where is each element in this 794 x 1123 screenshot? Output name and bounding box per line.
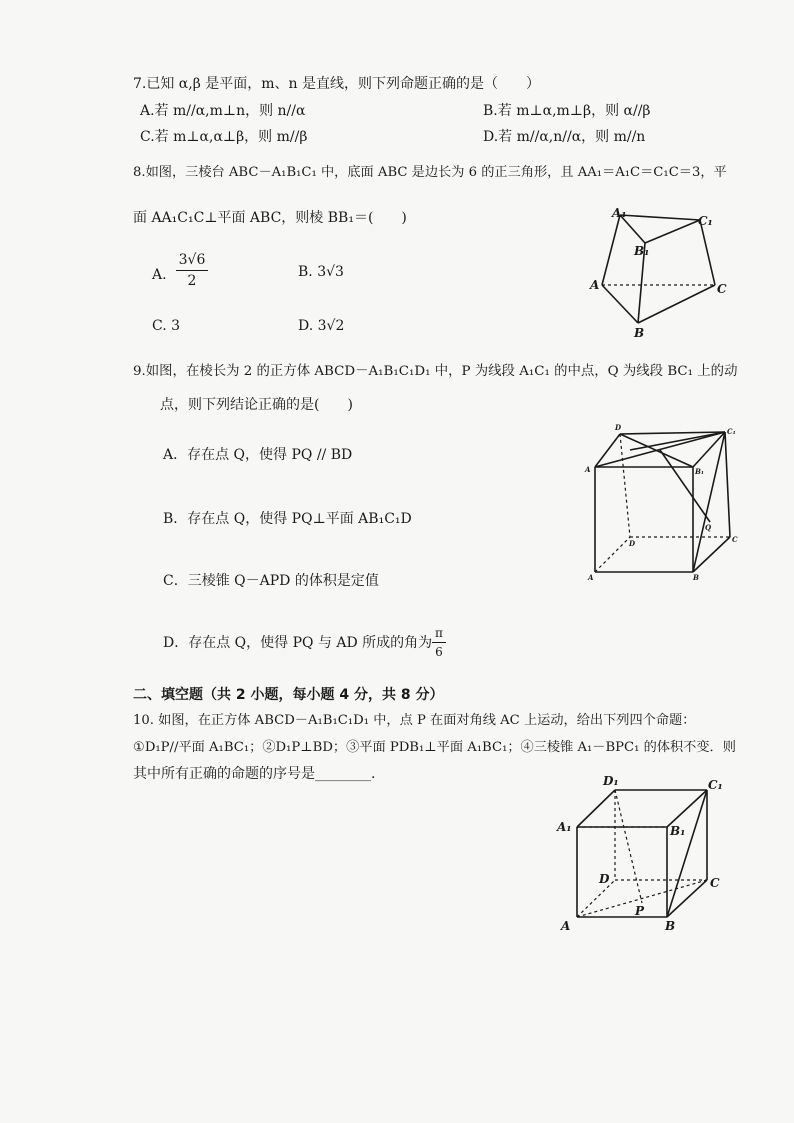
q9-label-b1: B₁	[695, 467, 704, 476]
q8-option-b[interactable]: B. 3√3	[298, 264, 344, 280]
q9-label-c: C	[732, 535, 738, 544]
q8-stem-line1: 8.如图，三棱台 ABC－A₁B₁C₁ 中，底面 ABC 是边长为 6 的正三角形，且 AA₁＝A₁C＝C₁C＝3，平	[133, 165, 727, 180]
q9-option-a[interactable]: A．存在点 Q，使得 PQ // BD	[163, 447, 353, 463]
q9-option-d-fraction	[432, 627, 446, 658]
q10-label-d: D	[599, 872, 610, 886]
q7-option-d[interactable]: D.若 m//α,n//α，则 m//n	[483, 129, 646, 145]
q8-label-a: A	[590, 278, 600, 292]
q7-option-b[interactable]: B.若 m⊥α,m⊥β，则 α//β	[483, 103, 651, 119]
q9-label-b: B	[693, 573, 699, 582]
q8-frustum-figure	[590, 205, 730, 340]
q10-stem-line1: 10. 如图，在正方体 ABCD－A₁B₁C₁D₁ 中，点 P 在面对角线 AC 上运动，给出下列四个命题：	[133, 713, 696, 728]
q8-stem-line2: 面 AA₁C₁C⊥平面 ABC，则棱 BB₁＝( )	[133, 210, 407, 226]
q9-stem-line2: 点，则下列结论正确的是( )	[160, 397, 353, 413]
q8-option-a-label[interactable]: A.	[152, 267, 167, 283]
q9-option-b[interactable]: B．存在点 Q，使得 PQ⊥平面 AB₁C₁D	[163, 511, 412, 527]
q9-option-d[interactable]: D．存在点 Q，使得 PQ 与 AD 所成的角为	[163, 635, 433, 651]
q10-label-a1: A₁	[557, 820, 572, 834]
q8-label-a1: A₁	[612, 206, 627, 220]
q8-option-d[interactable]: D. 3√2	[298, 318, 345, 334]
q10-stem-line2: ①D₁P//平面 A₁BC₁；②D₁P⊥BD；③平面 PDB₁⊥平面 A₁BC₁；④三棱锥 A₁－BPC₁ 的体积不变．则	[133, 740, 736, 755]
q9-label-a: A	[588, 573, 594, 582]
q7-stem: 7.已知 α,β 是平面，m、n 是直线，则下列命题正确的是（ ）	[133, 76, 540, 92]
q9-label-q: Q	[705, 523, 712, 532]
q10-label-p: P	[635, 904, 645, 918]
q10-label-c: C	[710, 876, 720, 890]
q10-label-b: B	[665, 919, 676, 933]
q9-label-d1: D	[615, 423, 622, 432]
section-2-heading: 二、填空题（共 2 小题，每小题 4 分，共 8 分）	[133, 687, 444, 703]
q8-label-b: B	[634, 326, 645, 340]
q8-label-c1: C₁	[698, 214, 713, 228]
q8-label-b1: B₁	[634, 244, 650, 258]
q9-option-c[interactable]: C．三棱锥 Q－APD 的体积是定值	[163, 573, 379, 589]
q10-label-a: A	[561, 919, 571, 933]
q7-option-c[interactable]: C.若 m⊥α,α⊥β，则 m//β	[140, 129, 308, 145]
q9-label-a1: A	[585, 465, 591, 474]
q8-option-a-fraction	[176, 253, 208, 288]
q7-option-a[interactable]: A.若 m//α,m⊥n，则 n//α	[140, 103, 306, 119]
q8-option-a-numerator: 3√6	[178, 252, 206, 268]
q8-option-a-denominator: 2	[187, 273, 197, 289]
q8-option-c[interactable]: C. 3	[152, 318, 181, 334]
q10-stem-line3: 其中所有正确的命题的序号是________.	[133, 766, 376, 782]
q10-label-d1: D₁	[603, 774, 619, 788]
q9-stem-line1: 9.如图，在棱长为 2 的正方体 ABCD－A₁B₁C₁D₁ 中，P 为线段 A₁C₁ 的中点，Q 为线段 BC₁ 上的动	[133, 364, 738, 379]
q9-option-d-numerator: π	[435, 626, 443, 640]
q8-label-c: C	[717, 282, 727, 296]
q10-label-b1: B₁	[670, 824, 686, 838]
q10-cube-figure	[557, 775, 732, 935]
q9-label-c1: C₁	[727, 427, 736, 436]
q10-label-c1: C₁	[708, 778, 723, 792]
q9-option-d-denominator: 6	[435, 645, 443, 659]
q9-label-d: D	[629, 539, 636, 548]
q9-cube-figure	[585, 422, 745, 582]
